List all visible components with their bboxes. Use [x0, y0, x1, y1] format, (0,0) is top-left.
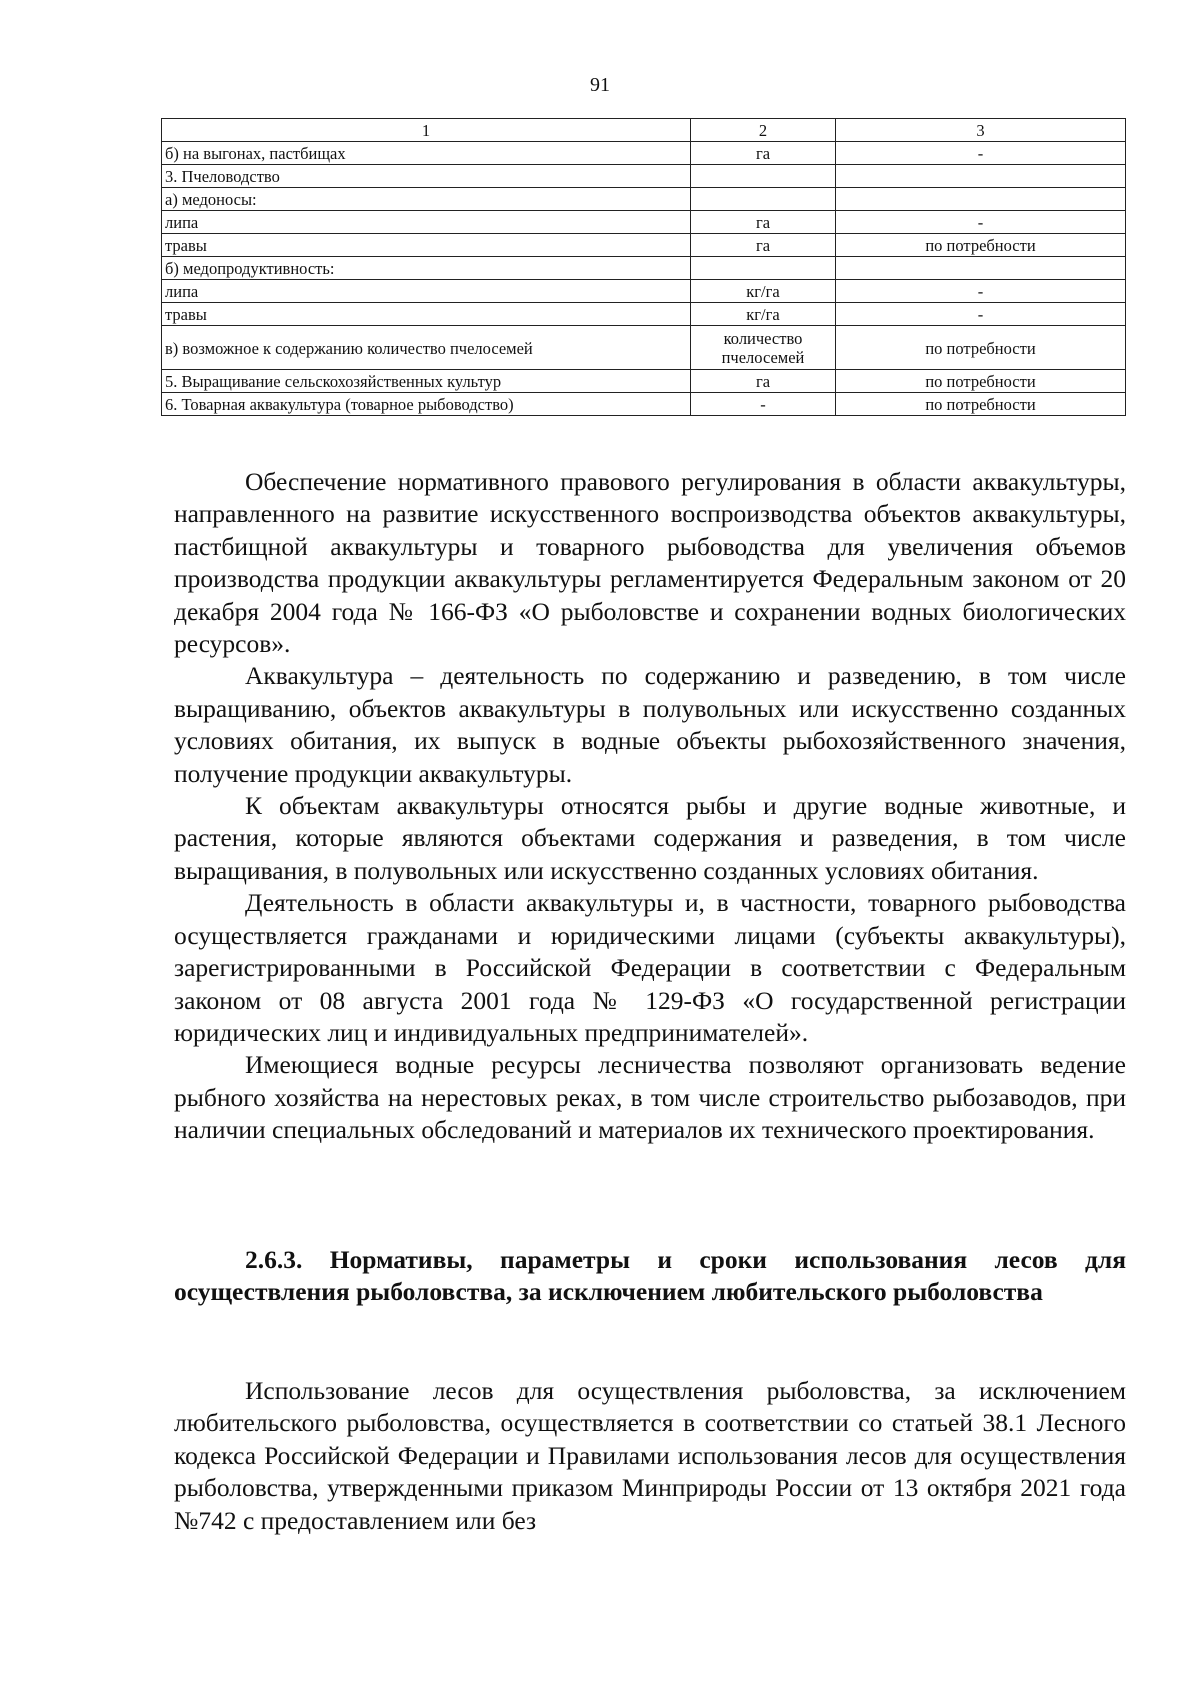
table-cell: б) медопродуктивность:: [162, 257, 691, 280]
table-header-cell: 3: [836, 119, 1126, 142]
table-cell: в) возможное к содержанию количество пчелосемей: [162, 326, 691, 370]
table-cell: по потребности: [836, 326, 1126, 370]
paragraph: К объектам аквакультуры относятся рыбы и другие водные животные, и растения, которые являются объектами содержания и разведения, в том числе выращивания, в полувольных или искусственно созданных условиях обитания.: [174, 791, 1126, 885]
table-header-cell: 1: [162, 119, 691, 142]
table-cell: [691, 257, 836, 280]
paragraph: Обеспечение нормативного правового регулирования в области аквакультуры, направленного на развитие искусственного воспроизводства объектов аквакультуры, пастбищной аквакультуры и товарного рыбоводства для увеличения объемов производства продукции аквакультуры регламентируется Федеральным законом от 20 декабря 2004 года № 166-ФЗ «О рыболовстве и сохранении водных биологических ресурсов».: [174, 467, 1126, 659]
table-cell: -: [836, 142, 1126, 165]
table-cell: по потребности: [836, 234, 1126, 257]
table-cell: травы: [162, 303, 691, 326]
table-cell: липа: [162, 211, 691, 234]
paragraph: Использование лесов для осуществления рыболовства, за исключением любительского рыболовства, осуществляется в соответствии со статьей 38.1 Лесного кодекса Российской Федерации и Правилами использования лесов для осуществления рыболовства, утвержденными приказом Минприроды России от 13 октября 2021 года №742 с предоставлением или без: [174, 1376, 1126, 1535]
table-cell: [691, 188, 836, 211]
table-row: [162, 280, 1126, 303]
page-number: 91: [590, 74, 610, 96]
table-cell: б) на выгонах, пастбищах: [162, 142, 691, 165]
table-row: [162, 326, 1126, 370]
table-cell: [836, 165, 1126, 188]
table-row: [162, 211, 1126, 234]
table-row: [162, 393, 1126, 416]
table-row: [162, 303, 1126, 326]
table-cell: -: [836, 211, 1126, 234]
table-cell: га: [691, 142, 836, 165]
paragraph: Имеющиеся водные ресурсы лесничества позволяют организовать ведение рыбного хозяйства на нерестовых реках, в том числе строительство рыбозаводов, при наличии специальных обследований и материалов их технического проектирования.: [174, 1050, 1126, 1145]
table-cell: по потребности: [836, 370, 1126, 393]
table-row: [162, 165, 1126, 188]
table-header-cell: 2: [691, 119, 836, 142]
table-cell: [836, 257, 1126, 280]
final-text: [174, 1375, 1126, 1537]
table-cell: липа: [162, 280, 691, 303]
table-row: [162, 257, 1126, 280]
table-cell: -: [836, 280, 1126, 303]
paragraph: Деятельность в области аквакультуры и, в частности, товарного рыбоводства осуществляется гражданами и юридическими лицами (субъекты аквакультуры), зарегистрированными в Российской Федерации в соответствии с Федеральным законом от 08 августа 2001 года № 129-ФЗ «О государственной регистрации юридических лиц и индивидуальных предпринимателей».: [174, 888, 1126, 1047]
table-cell: -: [691, 393, 836, 416]
table-cell: количество пчелосемей: [691, 326, 836, 370]
table-cell: [691, 165, 836, 188]
table-cell: по потребности: [836, 393, 1126, 416]
table-cell: 6. Товарная аквакультура (товарное рыбоводство): [162, 393, 691, 416]
table-header-row: [162, 119, 1126, 142]
table-cell: 5. Выращивание сельскохозяйственных культур: [162, 370, 691, 393]
table-row: [162, 234, 1126, 257]
table-cell: га: [691, 211, 836, 234]
paragraph: Аквакультура – деятельность по содержанию и разведению, в том числе выращиванию, объектов аквакультуры в полувольных или искусственно созданных условиях обитания, их выпуск в водные объекты рыбохозяйственного значения, получение продукции аквакультуры.: [174, 661, 1126, 788]
table-cell: травы: [162, 234, 691, 257]
table-row: [162, 142, 1126, 165]
table-cell: а) медоносы:: [162, 188, 691, 211]
norms-table: [161, 118, 1126, 416]
body-text: [174, 466, 1126, 1147]
table-cell: га: [691, 370, 836, 393]
table-cell: 3. Пчеловодство: [162, 165, 691, 188]
table-cell: [836, 188, 1126, 211]
table-cell: га: [691, 234, 836, 257]
section-heading: 2.6.3. Нормативы, параметры и сроки использования лесов для осуществления рыболовства, за исключением любительского рыболовства: [174, 1245, 1126, 1307]
table-row: [162, 370, 1126, 393]
table-cell: кг/га: [691, 303, 836, 326]
table-row: [162, 188, 1126, 211]
table-cell: -: [836, 303, 1126, 326]
table-cell: кг/га: [691, 280, 836, 303]
